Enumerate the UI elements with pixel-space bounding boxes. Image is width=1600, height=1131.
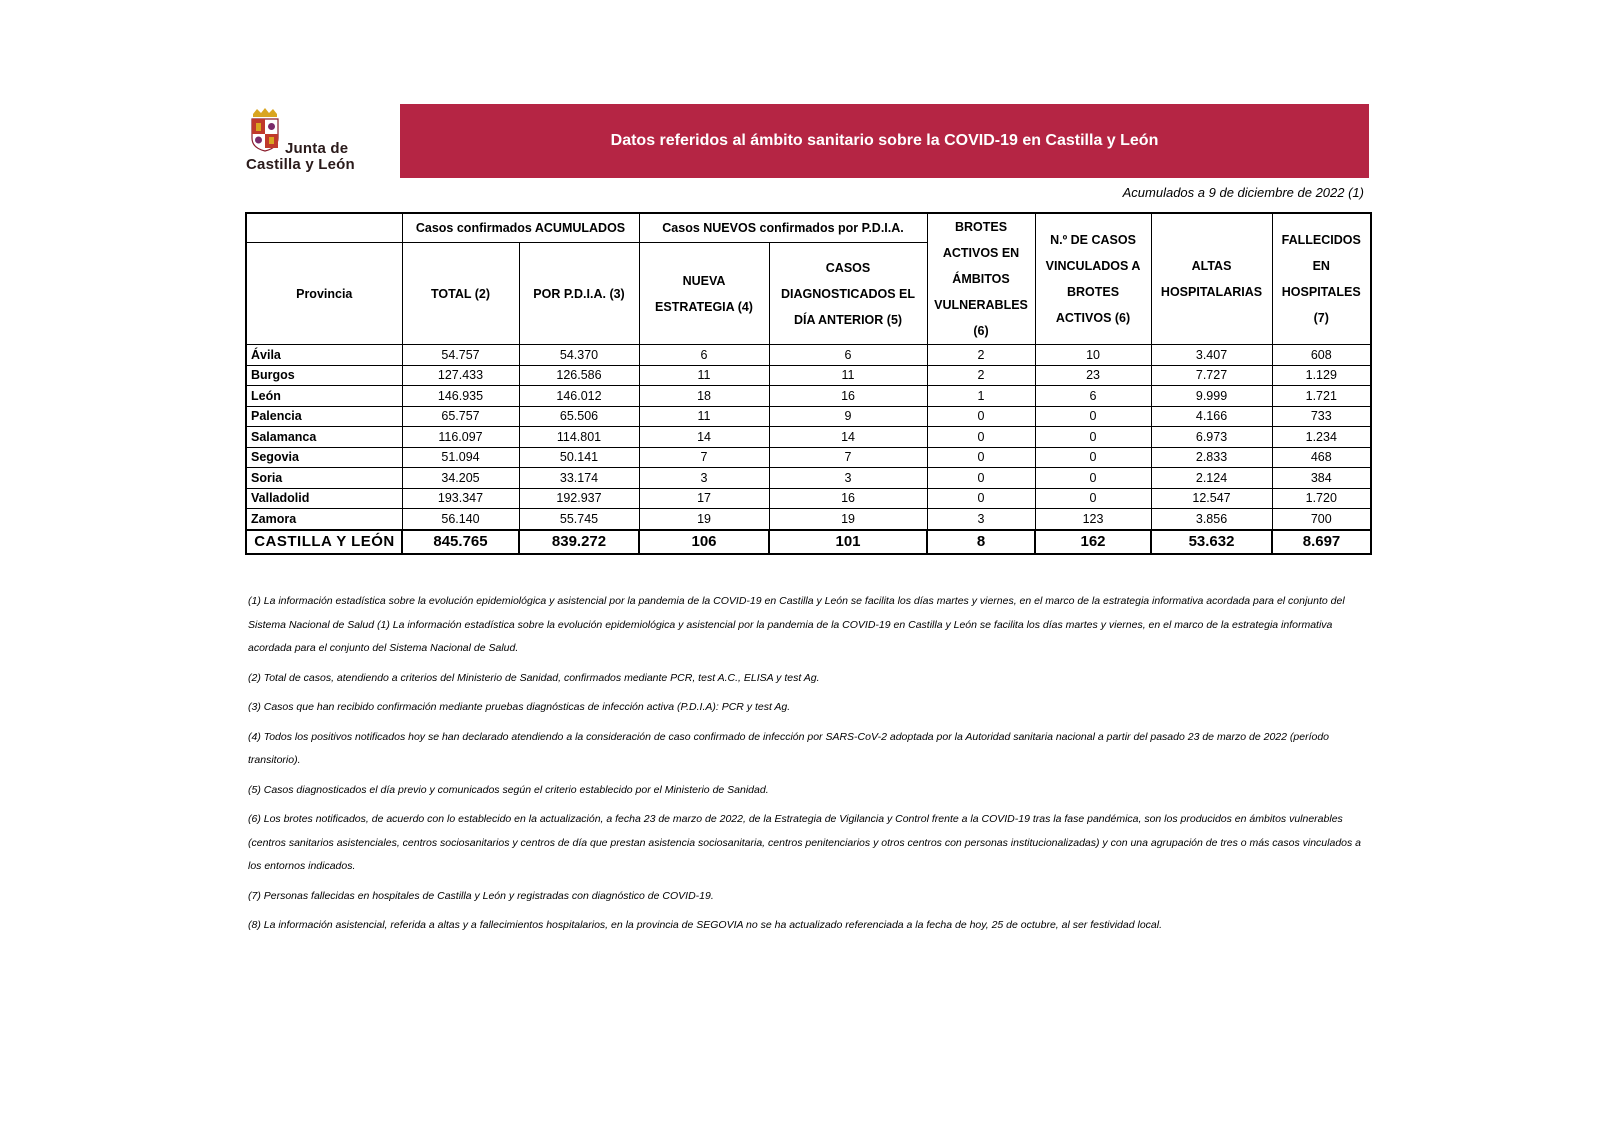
table-cell: 0 — [927, 488, 1035, 509]
table-cell: 4.166 — [1151, 406, 1272, 427]
table-cell: 3.856 — [1151, 509, 1272, 530]
table-cell: 2 — [927, 365, 1035, 386]
table-cell: 16 — [769, 488, 927, 509]
table-cell: 18 — [639, 386, 769, 407]
coat-of-arms-icon — [247, 108, 283, 152]
table-cell: 3.407 — [1151, 345, 1272, 366]
header-fallecidos: FALLECIDOS EN HOSPITALES (7) — [1272, 213, 1371, 345]
table-row — [246, 468, 1371, 489]
table-cell: 6.973 — [1151, 427, 1272, 448]
table-cell: 9 — [769, 406, 927, 427]
table-cell: 14 — [639, 427, 769, 448]
table-cell: 6 — [769, 345, 927, 366]
as-of-date: Acumulados a 9 de diciembre de 2022 (1) — [1122, 185, 1364, 200]
table-row — [246, 427, 1371, 448]
table-cell: 50.141 — [519, 447, 639, 468]
table-cell: 1.234 — [1272, 427, 1371, 448]
province-name: Burgos — [246, 365, 402, 386]
table-cell: 146.935 — [402, 386, 519, 407]
covid-data-table — [245, 212, 1372, 555]
table-cell: 2 — [927, 345, 1035, 366]
table-cell: 34.205 — [402, 468, 519, 489]
table-cell: 0 — [1035, 406, 1151, 427]
table-cell: 17 — [639, 488, 769, 509]
table-cell: 0 — [1035, 488, 1151, 509]
table-cell: 1.720 — [1272, 488, 1371, 509]
table-cell: 0 — [1035, 468, 1151, 489]
table-cell: 114.801 — [519, 427, 639, 448]
header-vinculados: N.º DE CASOS VINCULADOS A BROTES ACTIVOS (6) — [1035, 213, 1151, 345]
total-cell: 162 — [1035, 530, 1151, 554]
total-cell: 101 — [769, 530, 927, 554]
total-label: CASTILLA Y LEÓN — [246, 530, 402, 554]
header-group-nuevos: Casos NUEVOS confirmados por P.D.I.A. — [639, 213, 927, 243]
table-cell: 126.586 — [519, 365, 639, 386]
header-blank — [246, 213, 402, 243]
table-row — [246, 406, 1371, 427]
total-cell: 845.765 — [402, 530, 519, 554]
header-provincia: Provincia — [246, 243, 402, 345]
table-cell: 2.124 — [1151, 468, 1272, 489]
footnote-7: (7) Personas fallecidas en hospitales de Castilla y León y registradas con diagnóstico de COVID-19. — [248, 889, 714, 902]
table-cell: 51.094 — [402, 447, 519, 468]
table-cell: 19 — [639, 509, 769, 530]
table-cell: 65.757 — [402, 406, 519, 427]
table-cell: 56.140 — [402, 509, 519, 530]
table-cell: 16 — [769, 386, 927, 407]
header-dia-anterior: CASOS DIAGNOSTICADOS EL DÍA ANTERIOR (5) — [769, 243, 927, 345]
header-total: TOTAL (2) — [402, 243, 519, 345]
table-row — [246, 509, 1371, 530]
table-row — [246, 365, 1371, 386]
table-cell: 3 — [769, 468, 927, 489]
table-cell: 0 — [1035, 447, 1151, 468]
total-cell: 8.697 — [1272, 530, 1371, 554]
total-cell: 8 — [927, 530, 1035, 554]
table-row — [246, 488, 1371, 509]
table-cell: 6 — [1035, 386, 1151, 407]
table-cell: 1 — [927, 386, 1035, 407]
header-nueva-estrategia: NUEVA ESTRATEGIA (4) — [639, 243, 769, 345]
header-group-acumulados: Casos confirmados ACUMULADOS — [402, 213, 639, 243]
junta-logo — [243, 108, 363, 174]
province-name: Salamanca — [246, 427, 402, 448]
table-cell: 65.506 — [519, 406, 639, 427]
table-cell: 0 — [927, 427, 1035, 448]
table-body — [246, 345, 1371, 554]
table-cell: 608 — [1272, 345, 1371, 366]
table-cell: 3 — [927, 509, 1035, 530]
table-cell: 2.833 — [1151, 447, 1272, 468]
table-cell: 700 — [1272, 509, 1371, 530]
table-cell: 192.937 — [519, 488, 639, 509]
province-name: Palencia — [246, 406, 402, 427]
table-cell: 3 — [639, 468, 769, 489]
table-cell: 7 — [639, 447, 769, 468]
footnote-8: (8) La información asistencial, referida a altas y a fallecimientos hospitalarios, en la provincia de SEGOVIA no se ha actualizado referenciada a la fecha de hoy, 25 de octubre, al ser festividad local. — [248, 919, 1163, 931]
table-cell: 116.097 — [402, 427, 519, 448]
logo-text-line1: Junta de — [285, 140, 349, 157]
table-cell: 6 — [639, 345, 769, 366]
footnotes — [248, 590, 1370, 944]
table-cell: 33.174 — [519, 468, 639, 489]
total-cell: 53.632 — [1151, 530, 1272, 554]
province-name: Ávila — [246, 345, 402, 366]
table-cell: 54.370 — [519, 345, 639, 366]
table-cell: 12.547 — [1151, 488, 1272, 509]
table-cell: 193.347 — [402, 488, 519, 509]
table-cell: 10 — [1035, 345, 1151, 366]
province-name: Valladolid — [246, 488, 402, 509]
table-cell: 384 — [1272, 468, 1371, 489]
table-cell: 733 — [1272, 406, 1371, 427]
table-cell: 7.727 — [1151, 365, 1272, 386]
footnote-3: (3) Casos que han recibido confirmación mediante pruebas diagnósticas de infección activa (P.D.I.A): PCR y test Ag. — [248, 701, 791, 713]
table-cell: 1.129 — [1272, 365, 1371, 386]
table-row — [246, 345, 1371, 366]
table-cell: 23 — [1035, 365, 1151, 386]
table-row — [246, 447, 1371, 468]
table-cell: 14 — [769, 427, 927, 448]
table-cell: 0 — [1035, 427, 1151, 448]
footnote-4: (4) Todos los positivos notificados hoy se han declarado atendiendo a la consideración de caso confirmado de infección por SARS-CoV-2 adoptada por la Autoridad sanitaria nacional a partir del pasado 23 de marzo de 2022 (período transitorio). — [248, 730, 1330, 766]
table-cell: 9.999 — [1151, 386, 1272, 407]
header-brotes: BROTES ACTIVOS EN ÁMBITOS VULNERABLES (6) — [927, 213, 1035, 345]
province-name: Zamora — [246, 509, 402, 530]
table-cell: 54.757 — [402, 345, 519, 366]
title-banner: Datos referidos al ámbito sanitario sobre la COVID-19 en Castilla y León — [400, 104, 1369, 178]
table-cell: 0 — [927, 468, 1035, 489]
table-cell: 0 — [927, 447, 1035, 468]
header-altas: ALTAS HOSPITALARIAS — [1151, 213, 1272, 345]
table-cell: 11 — [639, 406, 769, 427]
total-row — [246, 530, 1371, 554]
table-cell: 11 — [769, 365, 927, 386]
province-name: Segovia — [246, 447, 402, 468]
header-pdia: POR P.D.I.A. (3) — [519, 243, 639, 345]
footnote-2: (2) Total de casos, atendiendo a criterios del Ministerio de Sanidad, confirmados mediante PCR, test A.C., ELISA y test Ag. — [248, 671, 820, 684]
table-cell: 146.012 — [519, 386, 639, 407]
table-cell: 55.745 — [519, 509, 639, 530]
footnote-6: (6) Los brotes notificados, de acuerdo con lo establecido en la actualización, a fecha 23 de marzo de 2022, de la Estrategia de Vigilancia y Control frente a la COVID-19 tras la fase pandémica, son los producidos en ámbitos vulnerables (centros sanitarios asistenciales, centros sociosanitarios y centros de día que prestan asistencia sociosanitaria, centros penitenciarios y otros centros con personas institucionalizadas) y con una agrupación de tres o más casos vinculados a los entornos indicados. — [248, 813, 1361, 872]
table-cell: 1.721 — [1272, 386, 1371, 407]
logo-text-line2: Castilla y León — [246, 156, 355, 173]
table-row — [246, 386, 1371, 407]
table-cell: 7 — [769, 447, 927, 468]
table-cell: 127.433 — [402, 365, 519, 386]
table-cell: 19 — [769, 509, 927, 530]
table-cell: 0 — [927, 406, 1035, 427]
table-cell: 468 — [1272, 447, 1371, 468]
table-cell: 11 — [639, 365, 769, 386]
total-cell: 106 — [639, 530, 769, 554]
province-name: Soria — [246, 468, 402, 489]
table-cell: 123 — [1035, 509, 1151, 530]
footnote-5: (5) Casos diagnosticados el día previo y comunicados según el criterio establecido por el Ministerio de Sanidad. — [248, 783, 769, 796]
footnote-1: (1) La información estadística sobre la evolución epidemiológica y asistencial por la pandemia de la COVID-19 en Castilla y León se facilita los días martes y viernes, en el marco de la estrategia informativa acordada para el conjunto del Sistema Nacional de Salud (1) La información estadística sobre la evolución epidemiológica y asistencial por la pandemia de la COVID-19 en Castilla y León se facilita los días martes y viernes, en el marco de la estrategia informativa acordada para el conjunto del Sistema Nacional de Salud. — [248, 595, 1345, 654]
province-name: León — [246, 386, 402, 407]
total-cell: 839.272 — [519, 530, 639, 554]
